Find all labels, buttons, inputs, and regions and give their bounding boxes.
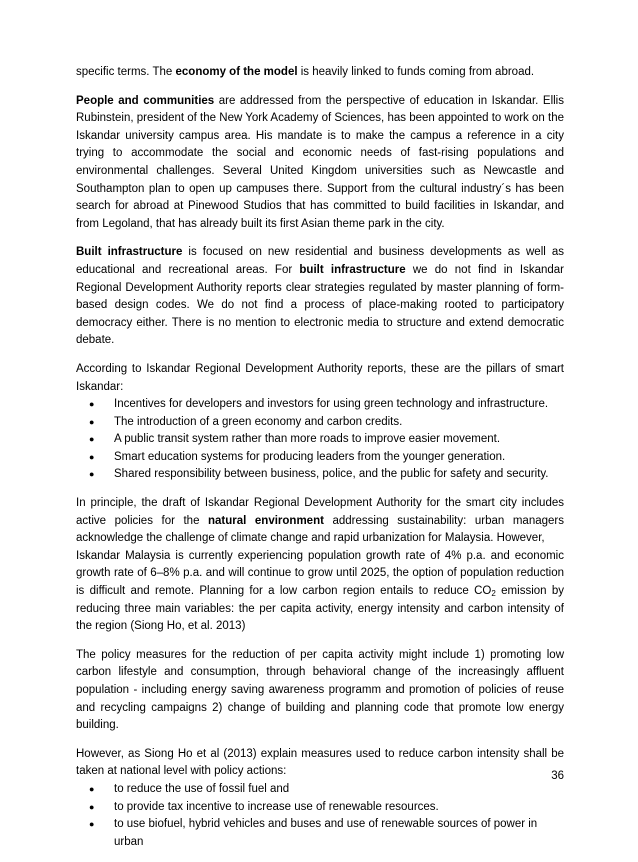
paragraph-carbon-intensity: However, as Siong Ho et al (2013) explain measures used to reduce carbon intensity shall be taken at national level with policy actions: — [76, 747, 564, 778]
list-item: ● to reduce the use of fossil fuel and — [76, 781, 564, 799]
text: addressing sustainability: urban managers acknowledge the challenge of climate change and rapid urbanization for Malaysia. However, — [76, 514, 564, 545]
text: emission by reducing three main variables: the per capita activity, energy intensity and carbon intensity of the region (Siong Ho, et al. 2013) — [76, 585, 564, 633]
page-number: 36 — [551, 770, 564, 782]
page-body — [76, 64, 564, 862]
bold-term: People and communities — [76, 94, 215, 107]
list-item: ● Smart education systems for producing leaders from the younger generation. — [76, 449, 564, 467]
bold-term: economy of the model — [175, 66, 298, 78]
text: we do not find in Iskandar Regional Development Authority reports clear strategies regulated by master planning of form-based design codes. We do not find a process of place-making rooted to participatory democracy either. There is no mention to electronic media to structure and extend democratic debate. — [76, 263, 564, 347]
text: Iskandar Malaysia is currently experiencing population growth rate of 4% p.a. and economic growth rate of 6–8% p.a. and will continue to grow until 2025, the option of population reduction is difficult and remote. Planning for a low carbon region entails to reduce CO — [76, 549, 564, 598]
list-item: ● A public transit system rather than more roads to improve easier movement. — [76, 431, 564, 449]
pillars-list — [76, 396, 564, 484]
text: specific terms. The — [76, 66, 176, 78]
paragraph-natural-environment — [76, 495, 564, 636]
paragraph-infrastructure — [76, 244, 564, 350]
list-item: ● to provide tax incentive to increase use of renewable resources. — [76, 799, 564, 817]
text: In principle, the draft of Iskandar Regional Development Authority for the smart city includes active policies for the — [76, 497, 564, 527]
bold-term: natural environment — [208, 514, 324, 527]
bold-term: Built infrastructure — [76, 246, 183, 259]
list-item: ● Shared responsibility between business, police, and the public for safety and security. — [76, 466, 564, 484]
text: is focused on new residential and business developments as well as educational and recreational areas. For — [76, 246, 564, 276]
list-item: ● to use biofuel, hybrid vehicles and buses and use of renewable sources of power in urban — [76, 816, 564, 851]
text: are addressed from the perspective of education in Iskandar. Ellis Rubinstein, president of the New York Academy of Sciences, has been appointed to work on the Iskandar university campus area. His mandate is to make the campus a reference in a city trying to accommodate the social and economic needs of fast-rising populations and environmental challenges. Several United Kingdom universities such as Newcastle and Southampton plan to open up campuses there. Support from the cultural industry´s has been search for abroad at Pinewood Studios that has committed to build facilities in Iskandar, and from Legoland, that has already built its first Asian theme park in the city. — [76, 94, 564, 230]
actions-list — [76, 781, 564, 851]
paragraph-economy — [76, 64, 564, 82]
bold-term: built infrastructure — [299, 263, 406, 276]
paragraph-pillars-intro: According to Iskandar Regional Development Authority reports, these are the pillars of smart Iskandar: — [76, 362, 564, 393]
paragraph-people — [76, 93, 564, 234]
subscript: 2 — [491, 589, 496, 599]
list-item: ● Incentives for developers and investors for using green technology and infrastructure. — [76, 396, 564, 414]
list-item: ● The introduction of a green economy and carbon credits. — [76, 414, 564, 432]
paragraph-policy-measures: The policy measures for the reduction of per capita activity might include 1) promoting low carbon lifestyle and consumption, through behavioral change of the increasingly affluent population - including energy saving awareness programm and promotion of policies of reuse and recycling campaigns 2) change of building and planning code that promote low energy building. — [76, 648, 564, 732]
text: is heavily linked to funds coming from abroad. — [297, 66, 535, 78]
